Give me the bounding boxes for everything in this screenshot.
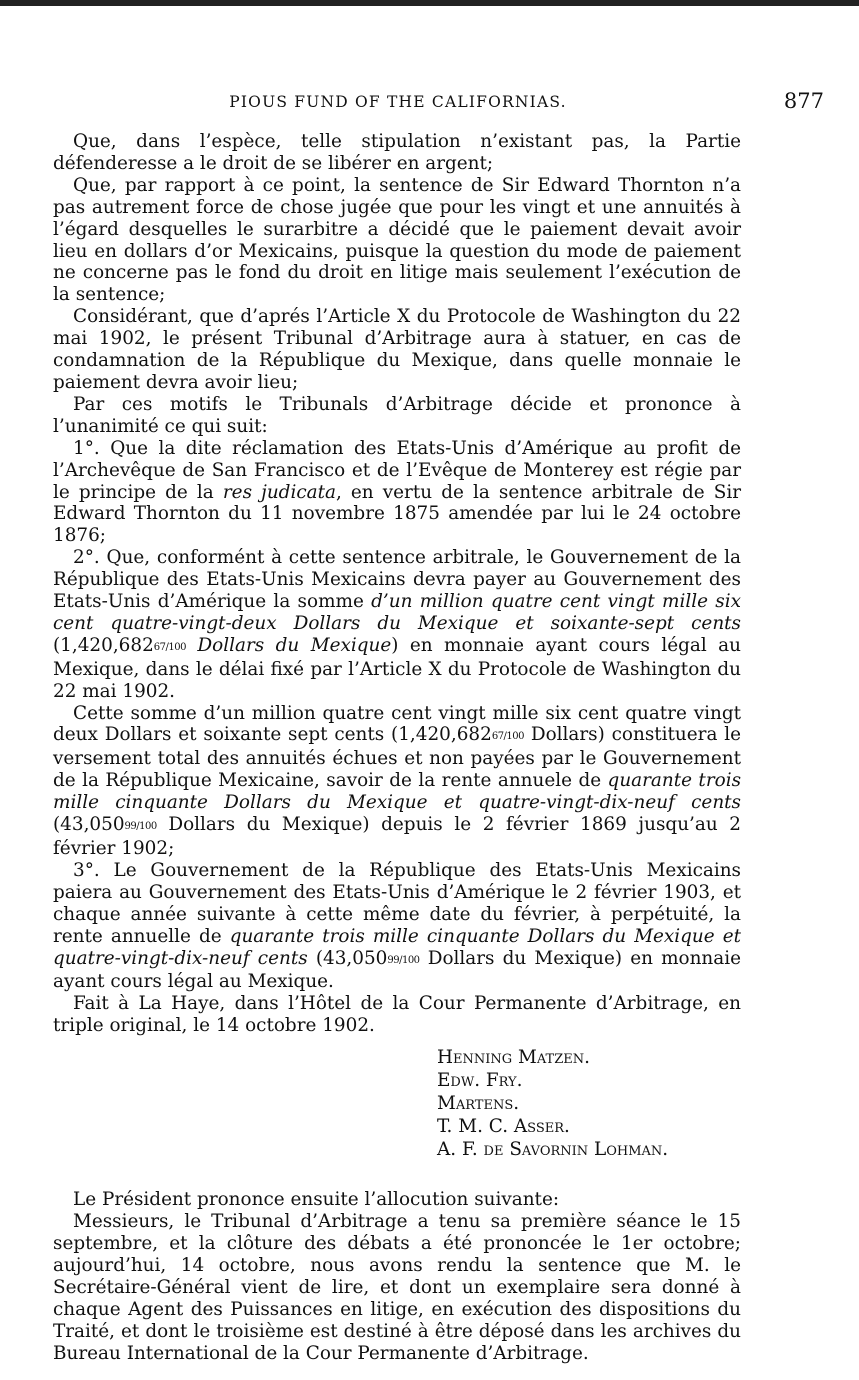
paragraph-4: Par ces motifs le Tribunals d’Arbitrage décide et prononce à l’unanimité ce qui suit:	[53, 393, 741, 437]
signature-block	[437, 1046, 741, 1161]
signature: Martens.	[437, 1093, 520, 1115]
paragraph-2: Que, par rapport à ce point, la sentence de Sir Edward Thornton n’a pas autrement force de chose jugée que pour les vingt et une annuités à l’égard desquelles le surarbitre a décidé que le paiement devait avoir lieu en dollars d’or Mexicains, puisque la question du mode de paiement ne concerne pas le fond du droit en litige mais seulement l’exécution de la sentence;	[53, 174, 741, 306]
running-title: PIOUS FUND OF THE CALIFORNIAS.	[229, 93, 567, 111]
page-header	[52, 89, 824, 123]
fraction: 67/100	[153, 641, 186, 653]
fraction: 67/100	[491, 731, 525, 743]
sum-paragraph: Cette somme d’un million quatre cent vingt mille six cent quatre vingt deux Dollars et soixante sept cents (1,420,68267/100 Dollars) constituera le versement total des annuités échues et non payées par le Gouvernement de la République Mexicaine, savoir de la rente annuele de quarante trois mille cinquante Dollars du Mexique et quatre-vingt-dix-neuf cents (43,05099/100 Dollars du Mexique) depuis le 2 février 1869 jusqu’au 2 février 1902;	[53, 702, 742, 859]
fraction: 99/100	[124, 821, 157, 833]
signature: A. F. de Savornin Lohman.	[437, 1139, 669, 1161]
page-number: 877	[783, 89, 824, 113]
article-1: 1°. Que la dite réclamation des Etats-Unis d’Amérique au profit de l’Archevêque de San Francisco et de l’Evêque de Monterey est régie par le principe de la res judicata, en vertu de la sentence arbitrale de Sir Edward Thornton du 11 novembre 1875 amendée par lui le 24 octobre 1876;	[53, 437, 742, 547]
signature: Henning Matzen.	[437, 1047, 590, 1069]
closing-paragraph: Fait à La Haye, dans l’Hôtel de la Cour Permanente d’Arbitrage, en triple original, le 14 octobre 1902.	[53, 993, 741, 1037]
signature: T. M. C. Asser.	[437, 1116, 570, 1138]
article-3: 3°. Le Gouvernement de la République des Etats-Unis Mexicains paiera au Gouvernement des Etats-Unis d’Amérique le 2 février 1903, et chaque année suivante à cette même date du février, à perpétuité, la rente annuelle de quarante trois mille cinquante Dollars du Mexique et quatre-vingt-dix-neuf cents (43,05099/100 Dollars du Mexique) en monnaie ayant cours légal au Mexique.	[53, 859, 742, 993]
article-2: 2°. Que, conformént à cette sentence arbitrale, le Gouvernement de la République des Etats-Unis Mexicains devra payer au Gouvernement des Etats-Unis d’Amérique la somme d’un million quatre cent vingt mille six cent quatre-vingt-deux Dollars du Mexique et soixante-sept cents (1,420,68267/100 Dollars du Mexique) en monnaie ayant cours légal au Mexique, dans le délai fixé par l’Article X du Protocole de Washington du 22 mai 1902.	[53, 547, 741, 702]
page-top-border	[0, 0, 859, 6]
fraction: 99/100	[387, 954, 420, 966]
section-gap	[53, 1161, 741, 1189]
document-body	[53, 131, 741, 1364]
paragraph-1: Que, dans l’espèce, telle stipulation n’existant pas, la Partie défenderesse a le droit de se libérer en argent;	[53, 131, 741, 174]
paragraph-3: Considérant, que d’aprés l’Article X du Protocole de Washington du 22 mai 1902, le présent Tribunal d’Arbitrage aura à statuer, en cas de condamnation de la République du Mexique, dans quelle monnaie le paiement devra avoir lieu;	[53, 306, 741, 393]
res-judicata-term: res judicata	[222, 481, 336, 503]
allocution-intro: Le Président prononce ensuite l’allocution suivante:	[73, 1189, 560, 1211]
signature: Edw. Fry.	[437, 1070, 523, 1092]
allocution-text: Messieurs, le Tribunal d’Arbitrage a tenu sa première séance le 15 septembre, et la clôture des débats a été prononcée le 1er octobre; aujourd’hui, 14 octobre, nous avons rendu la sentence que M. le Secrétaire-Général vient de lire, et dont un exemplaire sera donné à chaque Agent des Puissances en litige, en exécution des dispositions du Traité, et dont le troisième est destiné à être déposé dans les archives du Bureau International de la Cour Permanente d’Arbitrage.	[53, 1211, 741, 1364]
